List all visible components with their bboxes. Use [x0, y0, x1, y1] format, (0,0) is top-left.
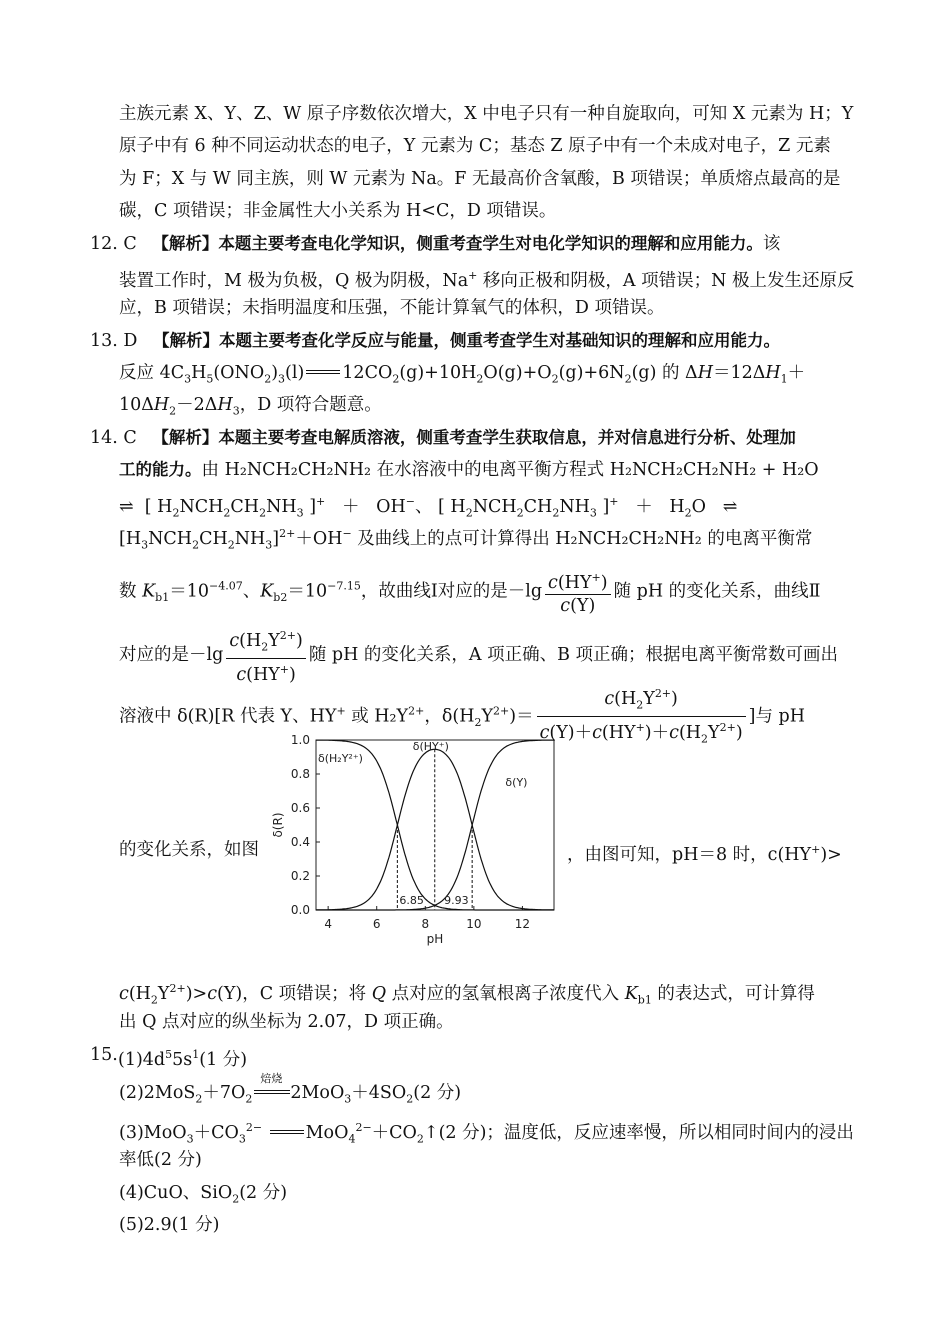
q12-line-1	[90, 232, 780, 256]
q12-number: 12. C	[90, 234, 137, 254]
x-tick-label: 8	[421, 917, 430, 931]
x-axis-label: pH	[426, 932, 444, 946]
y-axis-label: δ(R)	[271, 812, 285, 838]
x-tick-label: 12	[514, 917, 531, 931]
q13-line-3: $10\Delta H_2-2\Delta H_3$，D 项符合题意。	[119, 395, 382, 418]
q14-line-8b: ，由图可知，pH＝8 时，c(HY+)>	[567, 843, 842, 865]
distribution-chart	[268, 725, 568, 970]
q13-analysis: 【解析】本题主要考查化学反应与能量，侧重考查学生对基础知识的理解和应用能力。	[153, 331, 781, 350]
q13-number: 13. D	[90, 331, 138, 351]
q14-line-4: $[H_3NCH_2CH_2NH_3]^{2+}+OH^-$ 及曲线上的点可计算得出 H₂NCH₂CH₂NH₂ 的电离平衡常	[119, 527, 813, 552]
q14-line-9: $c(H_2Y^{2+})>c(Y)$，C 项错误；将 Q 点对应的氢氧根离子浓度代入 $K_{b1}$ 的表达式，可计算得	[119, 982, 815, 1007]
q14-line-5: 数 $K_{b1}=10^{-4.07}$、$K_{b2}=10^{-7.15}$，故曲线Ⅰ对应的是－lg $\frac{c(HY^+)}{c(Y)}$ 随 pH 的变化关系，曲线Ⅱ	[119, 567, 821, 617]
label-hy: δ(HY⁺)	[412, 740, 449, 753]
y-tick-label: 0.4	[290, 835, 310, 849]
label-y: δ(Y)	[505, 776, 528, 789]
q15-part-2: $(2)2MoS_2+7O_2$ 焙烧 $2MoO_3+4SO_2(2$ 分)	[119, 1081, 461, 1112]
y-tick-label: 1.0	[290, 733, 310, 747]
q14-line-10: 出 Q 点对应的纵坐标为 2.07，D 项正确。	[119, 1012, 454, 1032]
q13-line-1	[90, 329, 780, 353]
q15-condition: 焙烧	[260, 1072, 283, 1085]
q15-part-3: $(3)MoO_3+CO_3^{2-}$ $MoO_4^{2-}+CO_2↑(2$ 分)；温度低，反应速率慢，所以相同时间内的浸出	[119, 1121, 854, 1146]
q14-line-7: 溶液中 δ(R)[R 代表 Y、HY+ 或 $H_2Y^{2+}$，$\delta(H_2Y^{2+})=$ $\frac{c(H_2Y^{2+})}{c(Y)+c(HY^+)+c(H_2Y^{2+})}$ ]与 pH	[119, 683, 805, 751]
q12-line-2: 装置工作时，M 极为负极，Q 极为阴极，Na+ 移向正极和阴极，A 项错误；N 极上发生还原反	[119, 269, 855, 291]
q15-part-3b: 率低(2 分)	[119, 1150, 202, 1170]
q12-analysis: 【解析】本题主要考查电化学知识，侧重考查学生对电化学知识的理解和应用能力。	[152, 234, 763, 253]
q14-line-8a: 的变化关系，如图	[119, 840, 259, 860]
q15-number: 15.	[90, 1045, 118, 1065]
intro-line-1: 主族元素 X、Y、Z、W 原子序数依次增大，X 中电子只有一种自旋取向，可知 X 元素为 H；Y	[119, 104, 854, 124]
chart-curves	[316, 740, 554, 910]
q14-line-6: 对应的是－lg $\frac{c(H_2Y^{2+})}{c(HY^+)}$ 随 pH 的变化关系，A 项正确、B 项正确；根据电离平衡常数可画出	[119, 625, 838, 686]
chart-axes	[271, 733, 554, 946]
q14-line-2: 工的能力。由 H₂NCH₂CH₂NH₂ 在水溶液中的电离平衡方程式 H₂NCH₂CH₂NH₂ + H₂O	[119, 460, 819, 480]
q14-analysis: 【解析】本题主要考查电解质溶液，侧重考查学生获取信息，并对信息进行分析、处理加	[152, 428, 796, 447]
y-tick-label: 0.8	[290, 767, 310, 781]
x-tick-label: 4	[324, 917, 332, 931]
pka1-label: 6.85	[399, 894, 424, 907]
pka2-label: 9.93	[444, 894, 469, 907]
q12-tail: 该	[762, 234, 781, 254]
y-tick-label: 0.6	[290, 801, 310, 815]
intro-line-4: 碳，C 项错误；非金属性大小关系为 H<C，D 项错误。	[119, 201, 557, 221]
q15-part-5: (5)2.9(1 分)	[119, 1215, 220, 1235]
q15-part-4: (4)CuO、SiO$_2$(2 分)	[119, 1183, 288, 1206]
q12-line-3: 应，B 项错误；未指明温度和压强，不能计算氧气的体积，D 项错误。	[119, 298, 665, 318]
intro-line-2: 原子中有 6 种不同运动状态的电子，Y 元素为 C；基态 Z 原子中有一个未成对电子，Z 元素	[119, 136, 831, 156]
q14-number: 14. C	[90, 428, 137, 448]
chart-labels	[318, 740, 527, 907]
q13-equation: 反应 $4C_3H_5(ONO_2)_3(l)$ $12CO_2(g)+10H_2O(g)+O_2(g)+6N_2(g)$ 的 $\Delta H=12\Delta H_1+$	[119, 363, 806, 386]
intro-line-3: 为 F；X 与 W 同主族，则 W 元素为 Na。F 无最高价含氧酸，B 项错误；单质熔点最高的是	[119, 169, 841, 189]
y-tick-label: 0.0	[290, 903, 310, 917]
label-h2y: δ(H₂Y²⁺)	[318, 752, 363, 765]
q15-part-1: $(1)4d^55s^1(1$ 分)	[118, 1048, 248, 1070]
x-tick-label: 10	[466, 917, 482, 931]
y-tick-label: 0.2	[290, 869, 310, 883]
q14-line-3: ⇌ [ $H_2NCH_2CH_2NH_3$ ]+ ＋ OH−、 [ $H_2NCH_2CH_2NH_3$ ]$^+ + H_2O$ ⇌	[119, 495, 738, 520]
q14-line-1	[90, 426, 796, 450]
x-tick-label: 6	[372, 917, 381, 931]
